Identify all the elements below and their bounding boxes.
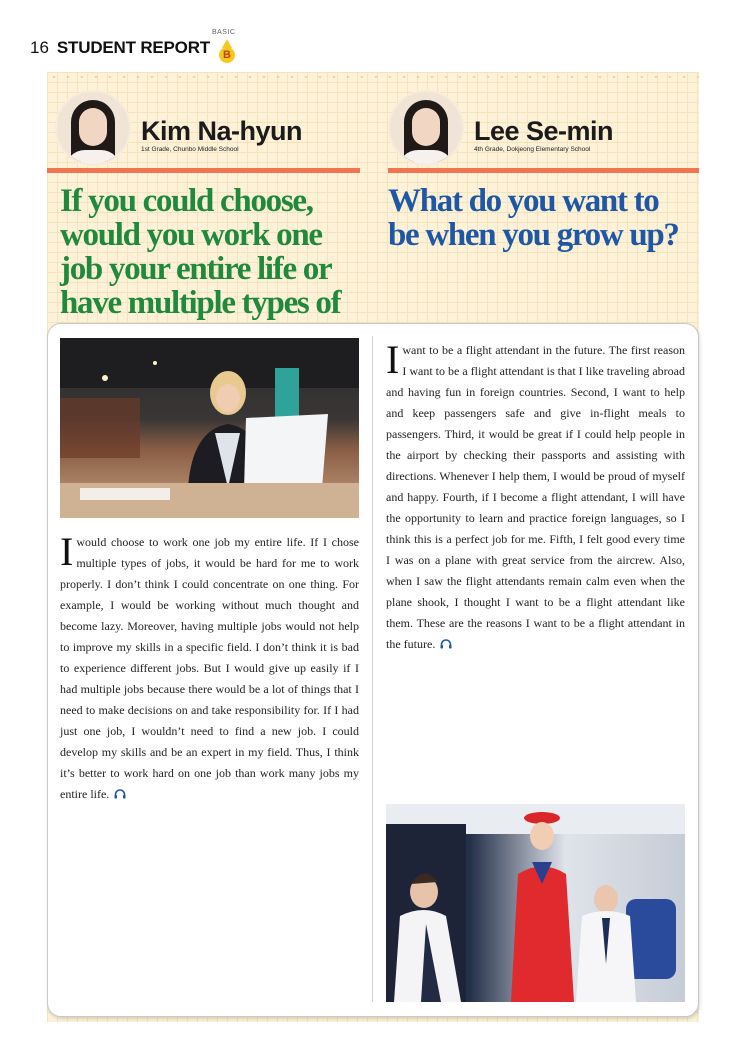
orange-divider-right	[388, 168, 699, 173]
author-name: Lee Se-min	[474, 116, 614, 146]
drop-cap: I	[386, 337, 400, 382]
author-school: 4th Grade, Dokjeong Elementary School	[474, 146, 591, 153]
office-photo	[60, 338, 359, 518]
article-text: would choose to work one job my entire life. If I chose multiple types of jobs, it would be hard for me to work properly. I don’t think I could concentrate on one thing. For example, I would be working without much thought and become lazy. Moreover, having multiple jobs would not help to improve my skills in a specific field. I don’t think it is bad to experience different jobs. But I would give up easily if I had multiple jobs because there would be a lot of things that I need to make decisions on and take responsibility for. If I had just one job, I wouldn’t need to find a new job. I could develop my skills and be an expert in my field. Thus, I think it’s better to work hard on one job than work many jobs my entire life.	[60, 535, 359, 801]
avatar	[55, 90, 131, 166]
orange-divider-left	[47, 168, 360, 173]
author-left	[55, 88, 302, 168]
article-text: want to be a flight attendant in the future. The first reason I want to be a flight attendant is that I like traveling abroad and having fun in foreign countries. Second, I want to help and keep passengers safe and give in-flight meals to passengers. Third, it would be great if I could help people in the airport by checking their passports and assisting with directions. Whenever I help them, I would be proud of myself and happy. Fourth, if I become a flight attendant, I will have the opportunity to learn and practice foreign languages, so I think this is a perfect job for me. Fifth, I felt good every time I was on a plane with great service from the aircrew. Also, when I saw the flight attendants remain calm even when the plane shook, I thought I want to be a flight attendant like them. These are the reasons I want to be a flight attendant in the future.	[386, 343, 685, 651]
level-letter: B	[219, 47, 235, 63]
page-header	[30, 30, 238, 66]
headphones-icon[interactable]	[440, 639, 452, 649]
column-divider	[372, 336, 373, 1002]
headphones-icon[interactable]	[114, 789, 126, 799]
article-body-right	[386, 337, 685, 655]
avatar	[388, 90, 464, 166]
author-right	[388, 88, 613, 168]
question-heading-right: What do you want to be when you grow up?	[388, 183, 679, 253]
question-heading-left: If you could choose, would you work one job your entire life or have multiple types of	[60, 183, 341, 321]
airplane-cabin-photo	[386, 804, 685, 1002]
author-school: 1st Grade, Chunbo Middle School	[141, 146, 239, 153]
article-body-left	[60, 529, 359, 805]
level-label: BASIC	[211, 29, 236, 36]
author-name: Kim Na-hyun	[141, 116, 303, 146]
drop-cap: I	[60, 529, 74, 574]
page-number: 16	[30, 38, 49, 57]
banner-dot-strip	[47, 72, 699, 82]
section-title: STUDENT REPORT	[56, 38, 210, 57]
level-badge	[211, 29, 238, 65]
